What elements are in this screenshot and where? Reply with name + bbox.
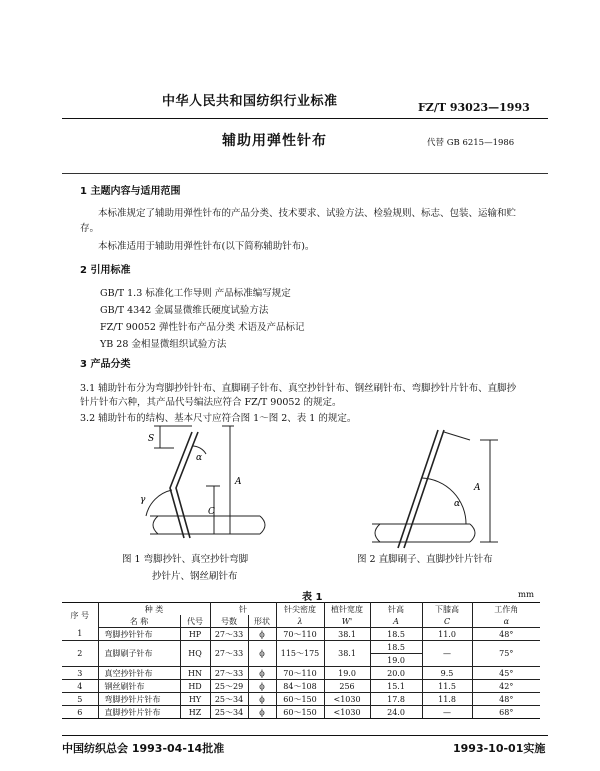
cell-knee: 11.5 bbox=[422, 680, 472, 693]
header-name: 名 称 bbox=[98, 615, 180, 628]
header-shape: 形状 bbox=[248, 615, 276, 628]
replaces-note: 代替 GB 6215—1986 bbox=[427, 138, 515, 148]
table-row bbox=[62, 680, 540, 693]
cell-knee: 11.8 bbox=[422, 693, 472, 706]
dimension-a-line bbox=[222, 426, 234, 534]
effective-date: 1993-10-01实施 bbox=[453, 742, 546, 755]
cell-no: 3 bbox=[62, 667, 98, 680]
cell-shape: ϕ bbox=[248, 628, 276, 641]
reference-item: YB 28 金相显微组织试验方法 bbox=[100, 339, 227, 350]
cell-height: 18.5 bbox=[370, 628, 422, 641]
cell-height: 20.0 bbox=[370, 667, 422, 680]
section-1-paragraph-1: 本标准规定了辅助用弹性针布的产品分类、技术要求、试验方法、检验规则、标志、包装、运输和贮 bbox=[98, 208, 517, 219]
cell-spec: 27～33 bbox=[210, 641, 248, 667]
header-tip-density: 针尖密度 bbox=[276, 603, 324, 616]
cell-code: HP bbox=[180, 628, 210, 641]
cell-tip: 70～110 bbox=[276, 667, 324, 680]
header-height: 针高 bbox=[370, 603, 422, 616]
approval-date: 中国纺织总会 1993-04-14批准 bbox=[62, 742, 225, 755]
figure-2-caption: 图 2 直脚刷子、直脚抄针片针布 bbox=[357, 554, 493, 565]
table-row bbox=[62, 706, 540, 719]
reference-item: FZ/T 90052 弹性针布产品分类 术语及产品标记 bbox=[100, 322, 305, 333]
figure-1-caption-cont: 抄针片、钢丝刷针布 bbox=[152, 571, 238, 582]
table-title: 表 1 bbox=[302, 592, 323, 603]
header-seq: 序 号 bbox=[62, 603, 98, 628]
dimension-a-line bbox=[480, 440, 498, 542]
cell-tip: 70～110 bbox=[276, 628, 324, 641]
cell-spec: 25～34 bbox=[210, 706, 248, 719]
reference-item: GB/T 1.3 标准化工作导则 产品标准编写规定 bbox=[100, 288, 291, 299]
cell-width: 38.1 bbox=[324, 628, 370, 641]
cell-spec: 27～33 bbox=[210, 667, 248, 680]
table-unit: mm bbox=[518, 590, 535, 600]
cell-spec: 25～34 bbox=[210, 693, 248, 706]
header-angle: 工作角 bbox=[472, 603, 540, 616]
cell-no: 2 bbox=[62, 641, 98, 667]
section-1-paragraph-1-cont: 存。 bbox=[80, 223, 100, 234]
cell-name: 弯脚抄针针布 bbox=[98, 628, 180, 641]
foundation-strip bbox=[150, 516, 260, 534]
cell-code: HZ bbox=[180, 706, 210, 719]
document-title: 辅助用弹性针布 bbox=[222, 133, 327, 149]
header-width: 植针宽度 bbox=[324, 603, 370, 616]
cell-shape: ϕ bbox=[248, 693, 276, 706]
cell-width: <1030 bbox=[324, 693, 370, 706]
cell-name: 直脚抄针片针布 bbox=[98, 706, 180, 719]
cell-angle: 48° bbox=[472, 628, 540, 641]
cell-code: HQ bbox=[180, 641, 210, 667]
cell-shape: ϕ bbox=[248, 680, 276, 693]
cell-no: 5 bbox=[62, 693, 98, 706]
cell-name: 钢丝刷针布 bbox=[98, 680, 180, 693]
cell-no: 6 bbox=[62, 706, 98, 719]
label-s: S bbox=[148, 434, 155, 444]
cell-tip: 115～175 bbox=[276, 641, 324, 667]
section-2-heading: 2 引用标准 bbox=[80, 265, 131, 276]
figure-1-caption: 图 1 弯脚抄针、真空抄针弯脚 bbox=[122, 554, 249, 565]
cell-width: 19.0 bbox=[324, 667, 370, 680]
cell-height: 17.8 bbox=[370, 693, 422, 706]
header-rule bbox=[62, 118, 548, 119]
cell-name: 直脚刷子针布 bbox=[98, 641, 180, 667]
cell-no: 4 bbox=[62, 680, 98, 693]
header-height-symbol: A bbox=[370, 615, 422, 628]
cell-shape: ϕ bbox=[248, 706, 276, 719]
cell-height: 15.1 bbox=[370, 680, 422, 693]
cell-angle: 42° bbox=[472, 680, 540, 693]
table-row bbox=[62, 641, 540, 654]
header-knee: 下膝高 bbox=[422, 603, 472, 616]
cell-spec: 25～29 bbox=[210, 680, 248, 693]
foundation-strip bbox=[372, 524, 470, 542]
section-1-heading: 1 主题内容与适用范围 bbox=[80, 186, 181, 197]
figure-1-diagram bbox=[110, 424, 290, 544]
cell-height: 18.5 bbox=[370, 641, 422, 654]
cell-tip: 60～150 bbox=[276, 706, 324, 719]
label-alpha: α bbox=[196, 453, 203, 463]
cell-knee: 9.5 bbox=[422, 667, 472, 680]
cell-name: 弯脚抄针片针布 bbox=[98, 693, 180, 706]
clause-3-1-cont: 针片针布六种，其产品代号编法应符合 FZ/T 90052 的规定。 bbox=[80, 397, 342, 408]
cell-shape: ϕ bbox=[248, 641, 276, 667]
cell-tip: 84～108 bbox=[276, 680, 324, 693]
header-tip-symbol: λ bbox=[276, 615, 324, 628]
cell-knee: 11.0 bbox=[422, 628, 472, 641]
cell-knee: — bbox=[422, 706, 472, 719]
cell-code: HD bbox=[180, 680, 210, 693]
header-code: 代号 bbox=[180, 615, 210, 628]
org-title: 中华人民共和国纺织行业标准 bbox=[162, 94, 338, 109]
label-alpha: α bbox=[454, 499, 461, 509]
header-spec: 号数 bbox=[210, 615, 248, 628]
clause-3-2: 3.2 辅助针布的结构、基本尺寸应符合图 1～图 2、表 1 的规定。 bbox=[80, 413, 357, 424]
cell-width: 256 bbox=[324, 680, 370, 693]
label-a: A bbox=[235, 477, 242, 487]
cell-code: HY bbox=[180, 693, 210, 706]
table-row bbox=[62, 667, 540, 680]
cell-height: 24.0 bbox=[370, 706, 422, 719]
cell-width: 38.1 bbox=[324, 641, 370, 667]
cell-code: HN bbox=[180, 667, 210, 680]
cell-width: <1030 bbox=[324, 706, 370, 719]
label-gamma: γ bbox=[140, 495, 146, 505]
cell-tip: 60～150 bbox=[276, 693, 324, 706]
cell-angle: 48° bbox=[472, 693, 540, 706]
clause-3-1: 3.1 辅助针布分为弯脚抄针针布、直脚刷子针布、真空抄针针布、钢丝刷针布、弯脚抄针片针布、直脚抄 bbox=[80, 383, 517, 394]
table-row bbox=[62, 628, 540, 641]
cell-knee: — bbox=[422, 641, 472, 667]
cell-shape: ϕ bbox=[248, 667, 276, 680]
header-knee-symbol: C bbox=[422, 615, 472, 628]
gamma-arc bbox=[146, 490, 172, 516]
cell-no: 1 bbox=[62, 628, 98, 641]
table-row bbox=[62, 693, 540, 706]
cell-angle: 45° bbox=[472, 667, 540, 680]
cell-angle: 68° bbox=[472, 706, 540, 719]
footer-rule bbox=[62, 735, 548, 736]
needle-wire bbox=[398, 430, 438, 548]
header-kind: 种 类 bbox=[98, 603, 210, 616]
reference-item: GB/T 4342 金属显微维氏硬度试验方法 bbox=[100, 305, 269, 316]
standard-code: FZ/T 93023—1993 bbox=[418, 101, 530, 114]
spec-table bbox=[62, 602, 540, 719]
cell-name: 真空抄针针布 bbox=[98, 667, 180, 680]
cell-height: 19.0 bbox=[370, 654, 422, 667]
cell-angle: 75° bbox=[472, 641, 540, 667]
label-c: C bbox=[208, 507, 215, 517]
cell-spec: 27～33 bbox=[210, 628, 248, 641]
title-rule bbox=[62, 173, 548, 174]
section-1-paragraph-2: 本标准适用于辅助用弹性针布(以下简称辅助针布)。 bbox=[98, 241, 315, 252]
label-a: A bbox=[474, 483, 481, 493]
header-angle-symbol: α bbox=[472, 615, 540, 628]
header-needle: 针 bbox=[210, 603, 276, 616]
header-width-symbol: W' bbox=[324, 615, 370, 628]
figure-2-diagram bbox=[360, 420, 510, 550]
section-3-heading: 3 产品分类 bbox=[80, 359, 131, 370]
